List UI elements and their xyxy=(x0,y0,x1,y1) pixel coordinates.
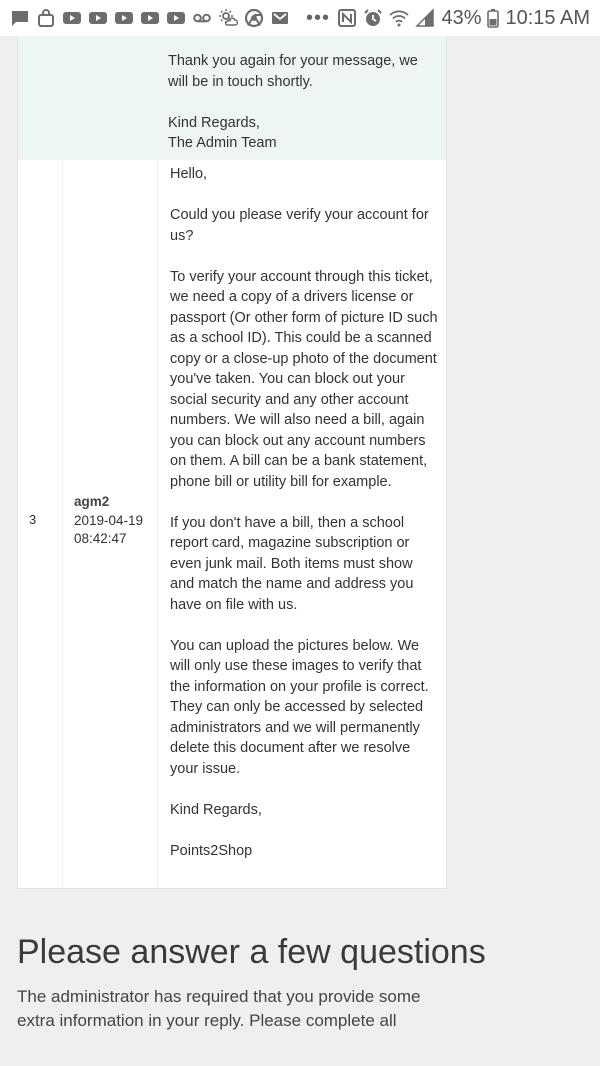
table-row xyxy=(18,36,446,160)
message-icon xyxy=(10,8,30,28)
overflow-dots: ••• xyxy=(306,6,331,29)
row-number-cell xyxy=(18,160,63,888)
message-body xyxy=(168,51,438,154)
message-paragraph: Kind Regards, xyxy=(170,801,262,818)
message-signature: Points2Shop xyxy=(170,842,253,859)
voicemail-icon xyxy=(192,8,212,28)
status-left xyxy=(10,7,330,30)
section-description: The administrator has required that you provide some extra information in your reply. Please complete all xyxy=(17,987,421,1030)
battery-icon xyxy=(487,8,499,28)
youtube-icon xyxy=(114,8,134,28)
message-cell xyxy=(158,160,446,888)
author-cell xyxy=(63,160,158,888)
questions-section xyxy=(17,933,587,1033)
youtube-icon xyxy=(62,8,82,28)
message-body xyxy=(170,164,438,861)
message-paragraph: You can upload the pictures below. We will only use these images to verify that the information on your profile is correct. They can only be accessed by selected administrators and we will permanently delete this document after we resolve your issue. xyxy=(170,637,429,777)
author-name: agm2 xyxy=(74,494,110,509)
author-info xyxy=(74,493,143,549)
alarm-icon xyxy=(363,8,383,28)
bag-icon xyxy=(36,8,56,28)
message-date: 2019-04-19 xyxy=(74,512,144,528)
gmail-icon xyxy=(270,8,290,28)
chrome-icon xyxy=(244,8,264,28)
row-number: 3 xyxy=(29,512,37,527)
status-bar xyxy=(0,0,600,36)
message-time: 08:42:47 xyxy=(74,531,127,546)
wifi-icon xyxy=(389,8,409,28)
battery-percent: 43% xyxy=(441,6,482,29)
message-paragraph: Thank you again for your message, we will be in touch shortly. xyxy=(168,53,418,90)
message-paragraph: If you don't have a bill, then a school report card, magazine subscription or even junk mail. Both items must show and match the name and address you have on file with us. xyxy=(170,514,414,613)
ticket-messages-table xyxy=(17,36,447,889)
weather-icon xyxy=(218,8,238,28)
message-paragraph: Could you please verify your account for us? xyxy=(170,207,429,244)
message-paragraph: To verify your account through this ticket, we need a copy of a drivers license or passport (Or other form of picture ID such as a school ID). This could be a scanned copy or a close-up photo of the document you've taken. You can block out your social security and any other account numbers. We will also need a bill, again you can block out any account numbers on them. A bill can be a bank statement, phone bill or utility bill for example. xyxy=(170,268,438,490)
signal-icon xyxy=(415,8,435,28)
table-row xyxy=(18,160,446,888)
message-paragraph: Kind Regards, The Admin Team xyxy=(168,114,277,151)
status-right xyxy=(337,7,590,30)
nfc-icon xyxy=(337,8,357,28)
clock-time: 10:15 AM xyxy=(505,6,590,29)
youtube-icon xyxy=(166,8,186,28)
section-title: Please answer a few questions xyxy=(17,933,486,971)
youtube-icon xyxy=(88,8,108,28)
youtube-icon xyxy=(140,8,160,28)
message-paragraph: Hello, xyxy=(170,166,208,182)
